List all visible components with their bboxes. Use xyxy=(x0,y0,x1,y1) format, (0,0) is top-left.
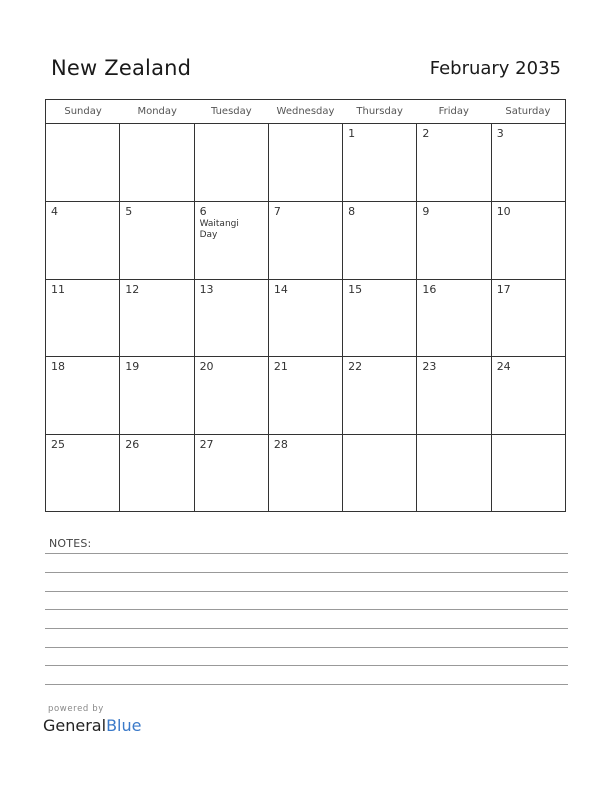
day-cell xyxy=(46,435,120,512)
week-row xyxy=(46,435,565,512)
note-line xyxy=(45,609,568,610)
notes-label: NOTES: xyxy=(49,537,92,550)
day-number: 25 xyxy=(51,438,65,452)
day-number: 6 xyxy=(199,204,207,218)
day-cell xyxy=(195,124,269,201)
day-number: 1 xyxy=(348,127,356,140)
weekday-header-row xyxy=(46,100,565,124)
week-row xyxy=(46,280,565,358)
day-cell xyxy=(417,435,491,512)
day-cell xyxy=(46,280,120,357)
note-line xyxy=(45,572,568,573)
day-number: 8 xyxy=(348,204,356,218)
day-cell xyxy=(492,435,565,512)
day-number: 22 xyxy=(348,360,363,374)
day-number: 5 xyxy=(125,204,133,218)
day-number: 13 xyxy=(199,282,214,296)
day-number: 7 xyxy=(273,204,281,218)
weekday-sunday: Sunday xyxy=(64,106,102,117)
week-row xyxy=(46,124,565,202)
week-row xyxy=(46,202,565,280)
weekday-thursday: Thursday xyxy=(356,106,403,117)
day-number: 24 xyxy=(496,360,511,374)
day-cell xyxy=(269,357,343,434)
day-cell xyxy=(343,280,417,357)
day-cell xyxy=(195,202,269,279)
day-cell xyxy=(46,124,120,201)
weekday-saturday: Saturday xyxy=(505,106,551,117)
day-number: 12 xyxy=(125,282,140,296)
day-number: 2 xyxy=(422,127,430,140)
day-cell xyxy=(417,202,491,279)
brand-blue-text: Blue xyxy=(106,716,142,735)
powered-by-text: powered by xyxy=(48,704,104,714)
day-cell xyxy=(343,202,417,279)
day-cell xyxy=(492,357,565,434)
day-cell xyxy=(120,124,194,201)
holiday-label: Waitangi Day xyxy=(199,218,239,240)
day-number: 20 xyxy=(199,360,214,374)
day-cell xyxy=(417,124,491,201)
day-cell xyxy=(46,357,120,434)
weekday-friday: Friday xyxy=(438,106,469,117)
day-cell xyxy=(269,202,343,279)
weekday-wednesday: Wednesday xyxy=(276,106,335,117)
day-number: 11 xyxy=(51,282,65,296)
day-cell xyxy=(269,124,343,201)
country-title: New Zealand xyxy=(51,56,192,80)
day-cell xyxy=(269,435,343,512)
day-cell xyxy=(120,435,194,512)
day-number: 23 xyxy=(422,360,437,374)
day-number: 15 xyxy=(348,282,363,296)
day-number: 17 xyxy=(496,282,511,296)
day-number: 28 xyxy=(273,438,288,452)
day-number: 18 xyxy=(51,360,65,374)
note-line xyxy=(45,684,568,685)
day-cell xyxy=(269,280,343,357)
day-number: 10 xyxy=(496,204,511,218)
note-line xyxy=(45,628,568,629)
day-cell xyxy=(195,280,269,357)
day-number: 21 xyxy=(273,360,288,374)
day-cell xyxy=(195,435,269,512)
day-cell xyxy=(417,357,491,434)
day-cell xyxy=(492,280,565,357)
day-number: 3 xyxy=(496,127,504,140)
day-number: 16 xyxy=(422,282,437,296)
day-cell xyxy=(343,124,417,201)
day-number: 27 xyxy=(199,438,214,452)
generalblue-logo xyxy=(43,716,141,736)
brand-general-text: General xyxy=(43,716,107,735)
note-line xyxy=(45,665,568,666)
calendar-grid xyxy=(45,99,566,512)
day-cell xyxy=(120,357,194,434)
day-cell xyxy=(195,357,269,434)
month-title: February 2035 xyxy=(429,58,561,79)
day-cell xyxy=(492,124,565,201)
note-line xyxy=(45,553,568,554)
week-row xyxy=(46,357,565,435)
weekday-monday: Monday xyxy=(137,106,177,117)
note-line xyxy=(45,647,568,648)
day-number: 4 xyxy=(51,204,58,218)
day-cell xyxy=(46,202,120,279)
weekday-tuesday: Tuesday xyxy=(211,106,252,117)
day-cell xyxy=(492,202,565,279)
day-cell xyxy=(343,357,417,434)
day-number: 9 xyxy=(422,204,430,218)
day-number: 14 xyxy=(273,282,288,296)
day-cell xyxy=(120,202,194,279)
day-number: 26 xyxy=(125,438,140,452)
day-cell xyxy=(343,435,417,512)
note-line xyxy=(45,591,568,592)
day-cell xyxy=(417,280,491,357)
weeks-container xyxy=(46,124,565,512)
day-cell xyxy=(120,280,194,357)
day-number: 19 xyxy=(125,360,140,374)
